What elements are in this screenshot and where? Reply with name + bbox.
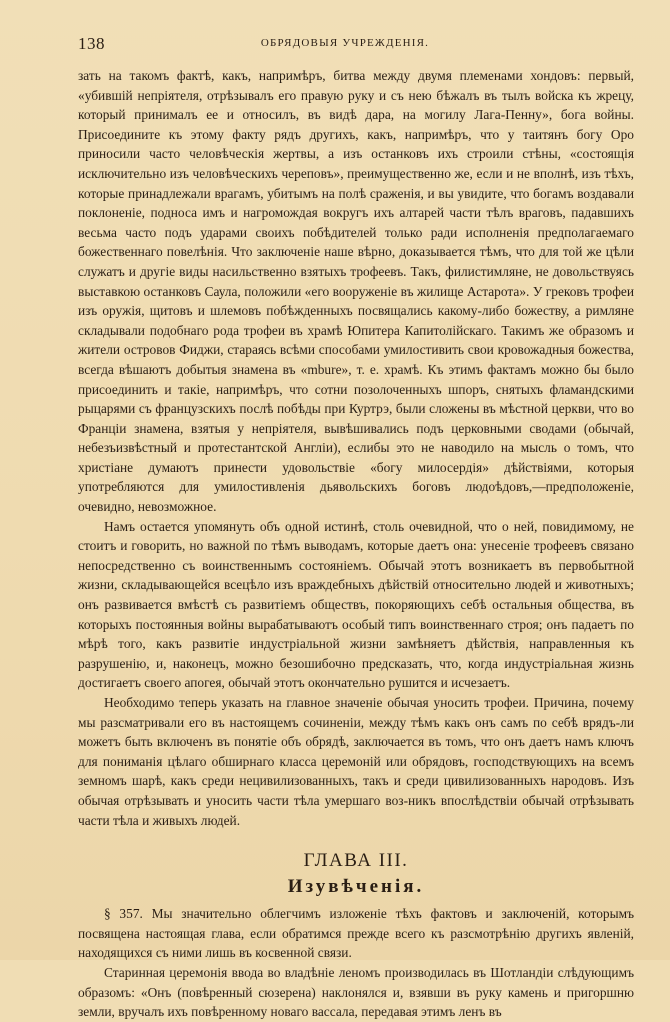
running-title: ОБРЯДОВЫЯ УЧРЕЖДЕНІЯ. [260,37,430,49]
page-number: 138 [78,34,105,53]
paragraph: зать на такомъ фактѣ, какъ, напримѣръ, битва между двумя племенами хондовъ: первый, «убившій непріятеля, отрѣзывалъ его правую руку и съ нею бѣжалъ въ тылъ войска къ жрецу, который принималъ ее и относилъ, въ видѣ дара, на могилу Лага-Пенну», бога войны. Присоедините къ этому факту рядъ другихъ, какъ, напримѣръ, что у таитянъ богу Оро приносили часто человѣческія жертвы, а изъ останковъ ихъ строили стѣны, «состоящія исключительно изъ человѣческихъ череповъ», преимущественно же, если и не вполнѣ, изъ тѣхъ, которые принадлежали врагамъ, убитымъ на полѣ сраженія, и вы увидите, что богамъ воздавали поклоненіе, подноса имъ и нагромождая вокругъ ихъ алтарей части тѣлъ враговъ, падавшихъ весьма часто подъ ударами своихъ побѣдителей только ради исполненія предполагаемаго божественнаго повелѣнія. Что заключеніе наше вѣрно, доказывается тѣмъ, что для той же цѣли служатъ и другіе виды насильственно взятыхъ трофеевъ. Такъ, филистимляне, не довольствуясь выставкою останковъ Саула, положили «его вооруженіе въ жилище Астарота». У грековъ трофеи изъ оружія, щитовъ и шлемовъ побѣжденныхъ посвящались какому-либо божеству, а римляне складывали подобнаго рода трофеи въ храмѣ Юпитера Капитолійскаго. Такимъ же образомъ и жители островов Фиджи, стараясь всѣми способами умилостивить свои кровожадныя божества, всегда вѣшаютъ добытыя знамена въ «mbure», т. е. храмѣ. Къ этимъ фактамъ можно бы было присоединить и такіе, напримѣръ, что сотни позолоченныхъ шпоръ, снятыхъ фламандскими рыцарями съ французскихъ послѣ побѣды при Куртрэ, были сложены въ мѣстной церкви, что во Франціи знамена, взятыя у непріятеля, вывѣшивались подъ церковными сводами (обычай, небезъизвѣстный и протестантской Англіи), еслибы это не наводило на мысль о томъ, что христіане думаютъ принести удовольствіе «богу милосердія» дѣйствіями, которыя употребляются для умилостивленія дьявольскихъ боговъ людоѣдовъ,—предположеніе, очевидно, невозможное. [78,68,634,515]
paragraph: § 357. Мы значительно облегчимъ изложеніе тѣхъ фактовъ и заключеній, которымъ посвящена настоящая глава, если обратимся прежде всего къ разсмотрѣнію другихъ явленій, находящихся съ ними лишь въ косвенной связи. [78,906,634,961]
chapter-title: Изувѣченія. [287,876,425,898]
paragraph: Старинная церемонія ввода во владѣніе леномъ производилась въ Шотландіи слѣдующимъ образомъ: «Онъ (повѣренный сюзерена) наклонялся и, взявши въ руку камень и пригоршню земли, вручалъ ихъ повѣренному новаго вассала, передавая этимъ ленъ въ [78,964,634,1020]
paragraph: Намъ остается упомянуть объ одной истинѣ, столь очевидной, что о ней, повидимому, не стоитъ и говорить, но важной по тѣмъ выводамъ, которые даетъ она: унесеніе трофеевъ связано непосредственно съ воинственнымъ состояніемъ. Обычай этотъ возникаетъ въ первобытной жизни, складывающейся всецѣло изъ враждебныхъ дѣйствій относительно людей и животныхъ; онъ развивается вмѣстѣ съ развитіемъ обществъ, покоряющихъ себѣ остальныя общества, въ которыхъ постоянныя войны вырабатываютъ особый типъ воинственнаго строя; онъ падаетъ по мѣрѣ того, какъ развитіе индустріальной жизни замѣняетъ дѣйствія, направленныя къ разрушенію, и, наконецъ, можно безошибочно предсказать, что, когда индустріальная жизнь достигаетъ своего апогея, обычай этотъ окончательно рушится и исчезаетъ. [78,518,634,691]
paragraph: Необходимо теперь указать на главное значеніе обычая уносить трофеи. Причина, почему мы разсматривали его въ настоящемъ сочиненіи, между тѣмъ какъ онъ самъ по себѣ врядъ-ли можетъ быть включенъ въ понятіе объ обрядѣ, заключается въ томъ, что онъ даетъ намъ ключъ для пониманія цѣлаго обширнаго класса церемоній или обрядовъ, господствующихъ на всемъ земномъ шарѣ, какъ среди нецивилизованныхъ, такъ и среди цивилизованныхъ народовъ. Изъ обычая отрѣзывать и уносить части тѣла умершаго воз-никъ впослѣдствіи обычай отрѣзывать части тѣла и живыхъ людей. [78,695,634,828]
page-body [78,66,634,1022]
page-header [78,34,612,54]
chapter-number: ГЛАВА III. [303,850,409,872]
